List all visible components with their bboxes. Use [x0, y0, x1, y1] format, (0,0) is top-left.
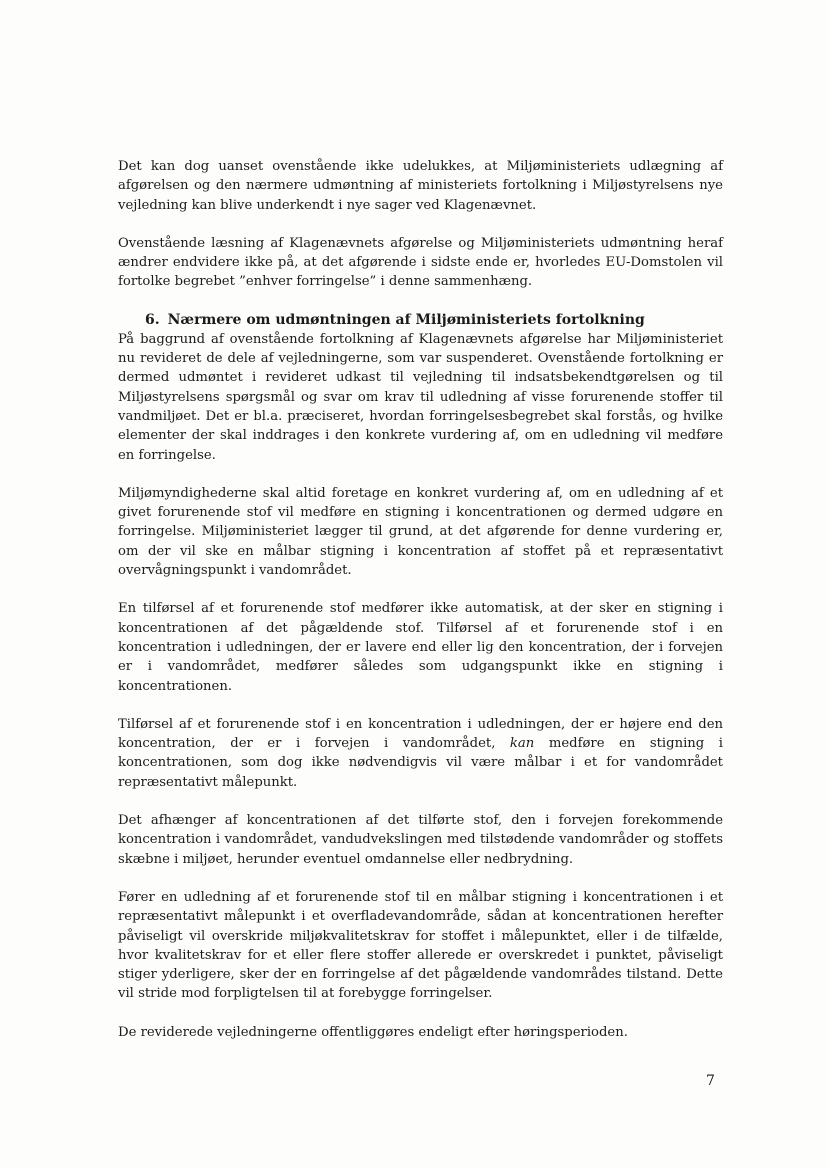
paragraph-uncertainty: Det kan dog uanset ovenstående ikke udelukkes, at Miljøministeriets udlægning af afgørelsen og den nærmere udmøntning af ministeriets fortolkning i Miljøstyrelsens nye vejledning kan blive underkendt i nye sager ved Klagenævnet.	[118, 159, 723, 213]
section-title: Nærmere om udmøntningen af Miljøministeriets fortolkning	[167, 311, 645, 328]
paragraph-deterioration: Fører en udledning af et forurenende stof til en målbar stigning i koncentrationen i et repræsentativt målepunkt i et overfladevandområde, sådan at koncentrationen herefter påviseligt vil overskride miljøkvalitetskrav for stoffet i målepunktet, eller i de tilfælde, hvor kvalitetskrav for et eller flere stoffer allerede er overskredet i punktet, påviseligt stiger yderligere, sker der en forringelse af det pågældende vandområdes tilstand. Dette vil stride mod forpligtelsen til at forebygge forringelser.	[118, 889, 723, 1002]
paragraph-assessment: Miljømyndighederne skal altid foretage en konkret vurdering af, om en udledning af et givet forurenende stof vil medføre en stigning i koncentrationen og dermed udgøre en forringelse. Miljøministeriet lægger til grund, at det afgørende for denne vurdering er, om der vil ske en målbar stigning i koncentration af stoffet på et repræsentativt overvågningspunkt i vandområdet.	[118, 485, 723, 579]
emphasis-kan: kan	[509, 736, 535, 752]
section-heading	[118, 311, 723, 330]
text-run: Tilførsel af et forurenende stof i en koncentration i udledningen, der er højere end den koncentration, der er i forvejen i vandområdet,	[118, 716, 723, 752]
text-run: medføre en stigning i koncentrationen, som dog ikke nødvendigvis vil være målbar i et for vandområdet repræsentativt målepunkt.	[118, 736, 723, 790]
paragraph-higher-concentration	[118, 715, 723, 792]
paragraph-dependencies: Det afhænger af koncentrationen af det tilførte stof, den i forvejen forekommende koncentration i vandområdet, vandudvekslingen med tilstødende vandområder og stoffets skæbne i miljøet, herunder eventuel omdannelse eller nedbrydning.	[118, 813, 723, 867]
page-number: 7	[706, 1073, 715, 1089]
section-number: 6.	[145, 311, 160, 328]
paragraph-revision: På baggrund af ovenstående fortolkning af Klagenævnets afgørelse har Miljøministeriet nu revideret de dele af vejledningerne, som var suspenderet. Ovenstående fortolkning er dermed udmøntet i revideret udkast til vejledning til indsatsbekendtgørelsen og til Miljøstyrelsens spørgsmål og svar om krav til udledning af visse forurenende stoffer til vandmiljøet. Det er bl.a. præciseret, hvordan forringelsesbegrebet skal forstås, og hvilke elementer der skal inddrages i den konkrete vurdering af, om en udledning vil medføre en forringelse.	[118, 331, 723, 463]
paragraph-publication: De reviderede vejledningerne offentliggøres endeligt efter høringsperioden.	[118, 1024, 628, 1040]
paragraph-eu-court: Ovenstående læsning af Klagenævnets afgørelse og Miljøministeriets udmøntning heraf ændrer endvidere ikke på, at det afgørende i sidste ende er, hvorledes EU-Domstolen vil fortolke begrebet ”enhver forringelse” i denne sammenhæng.	[118, 235, 723, 290]
page-body	[118, 157, 723, 1061]
paragraph-no-automatic-increase: En tilførsel af et forurenende stof medfører ikke automatisk, at der sker en stigning i koncentrationen af det pågældende stof. Tilførsel af et forurenende stof i en koncentration i udledningen, der er lavere end eller lig den koncentration, der i forvejen er i vandområdet, medfører således som udgangspunkt ikke en stigning i koncentrationen.	[118, 601, 723, 694]
